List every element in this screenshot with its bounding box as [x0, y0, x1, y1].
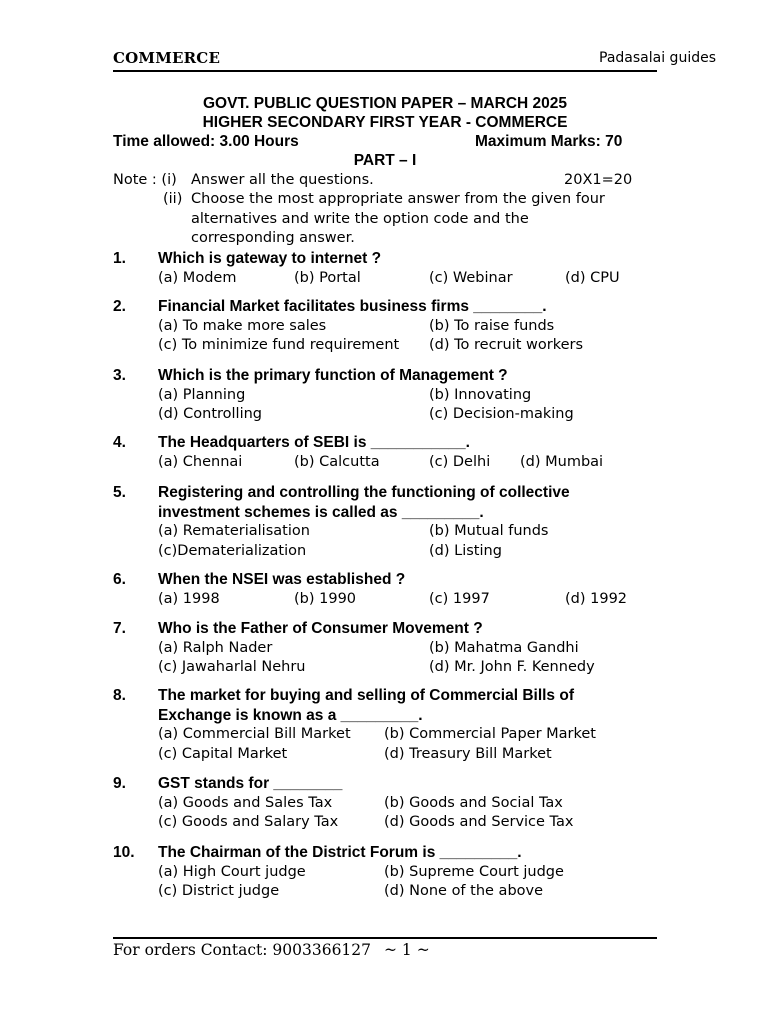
answer-option: (b) Goods and Social Tax [384, 794, 563, 811]
time-allowed: Time allowed: 3.00 Hours [113, 133, 299, 150]
answer-option: (d) 1992 [565, 590, 628, 607]
answer-option: (a) To make more sales [158, 317, 327, 334]
answer-option: (a) Modem [158, 269, 237, 286]
note-ii-label: (ii) [163, 191, 183, 207]
answer-option: (b) To raise funds [429, 317, 555, 334]
note-instruction-2-line3: corresponding answer. [191, 230, 355, 246]
answer-option: (d) None of the above [384, 883, 544, 899]
answer-option: (b) Calcutta [294, 453, 380, 470]
question-text: Who is the Father of Consumer Movement ? [158, 620, 483, 637]
answer-option: (c) Decision-making [429, 406, 574, 422]
answer-option: (a) Rematerialisation [158, 523, 310, 539]
note-instruction-2-line1: Choose the most appropriate answer from the given four [191, 191, 605, 207]
question-number: 4. [113, 434, 126, 451]
answer-option: (d) Goods and Service Tax [384, 814, 574, 830]
answer-option: (b) Portal [294, 269, 361, 286]
answer-option: (d) Mr. John F. Kennedy [429, 659, 595, 675]
header-brand: Padasalai guides [599, 50, 716, 66]
footer-contact: For orders Contact: 9003366127 [113, 941, 372, 959]
answer-option: (d) Controlling [158, 406, 262, 422]
question-number: 1. [113, 250, 126, 267]
header-divider [113, 70, 657, 72]
question-number: 6. [113, 571, 126, 588]
question-number: 7. [113, 620, 126, 637]
question-number: 5. [113, 484, 126, 501]
note-label: Note : (i) [113, 172, 177, 188]
note-instruction-1: Answer all the questions. [191, 172, 374, 188]
note-marks: 20X1=20 [564, 172, 633, 188]
answer-option: (c) Capital Market [158, 745, 288, 762]
question-text: GST stands for ________ [158, 775, 343, 792]
question-text: The Headquarters of SEBI is ___________. [158, 434, 470, 451]
footer-divider [113, 937, 657, 939]
question-number: 3. [113, 367, 126, 384]
part-heading: PART – I [353, 152, 417, 169]
answer-option: (c) Jawaharlal Nehru [158, 659, 306, 675]
question-number: 10. [113, 844, 135, 861]
answer-option: (b) Supreme Court judge [384, 863, 564, 880]
question-text: investment schemes is called as _________. [158, 503, 484, 521]
answer-option: (c) To minimize fund requirement [158, 337, 400, 353]
answer-option: (a) Ralph Nader [158, 639, 273, 656]
answer-option: (c) District judge [158, 883, 280, 899]
answer-option: (d) CPU [565, 269, 620, 286]
answer-option: (d) To recruit workers [429, 337, 584, 353]
answer-option: (d) Listing [429, 542, 502, 559]
answer-option: (b) 1990 [294, 590, 357, 607]
answer-option: (b) Mutual funds [429, 523, 549, 539]
question-number: 8. [113, 687, 126, 704]
answer-option: (a) Commercial Bill Market [158, 726, 351, 742]
note-instruction-2-line2: alternatives and write the option code and the [191, 211, 529, 227]
question-number: 2. [113, 298, 126, 315]
answer-option: (a) Planning [158, 386, 246, 403]
answer-option: (a) 1998 [158, 590, 220, 607]
paper-title: GOVT. PUBLIC QUESTION PAPER – MARCH 2025 [202, 95, 568, 112]
paper-subtitle: HIGHER SECONDARY FIRST YEAR - COMMERCE [202, 114, 568, 131]
answer-option: (b) Innovating [429, 386, 532, 403]
question-text: When the NSEI was established ? [158, 571, 406, 588]
answer-option: (b) Mahatma Gandhi [429, 639, 579, 656]
maximum-marks: Maximum Marks: 70 [475, 133, 623, 150]
answer-option: (c) Delhi [429, 453, 491, 470]
question-text: Financial Market facilitates business firms ________. [158, 298, 547, 315]
answer-option: (a) High Court judge [158, 863, 306, 880]
question-text: The market for buying and selling of Commercial Bills of [158, 687, 574, 704]
question-text: Exchange is known as a _________. [158, 706, 423, 724]
page-number: ~ 1 ~ [384, 941, 430, 959]
answer-option: (c) Webinar [429, 269, 513, 286]
question-text: Registering and controlling the functioning of collective [158, 484, 570, 501]
question-number: 9. [113, 775, 126, 792]
header-subject: COMMERCE [113, 49, 221, 67]
answer-option: (b) Commercial Paper Market [384, 726, 596, 742]
answer-option: (d) Treasury Bill Market [384, 745, 552, 762]
answer-option: (a) Goods and Sales Tax [158, 794, 333, 811]
answer-option: (d) Mumbai [520, 453, 604, 470]
question-text: The Chairman of the District Forum is _________. [158, 844, 522, 861]
answer-option: (c)Dematerialization [158, 542, 307, 559]
question-text: Which is gateway to internet ? [158, 250, 382, 267]
question-text: Which is the primary function of Management ? [158, 367, 508, 384]
answer-option: (c) 1997 [429, 590, 490, 607]
answer-option: (a) Chennai [158, 453, 243, 470]
answer-option: (c) Goods and Salary Tax [158, 814, 339, 830]
